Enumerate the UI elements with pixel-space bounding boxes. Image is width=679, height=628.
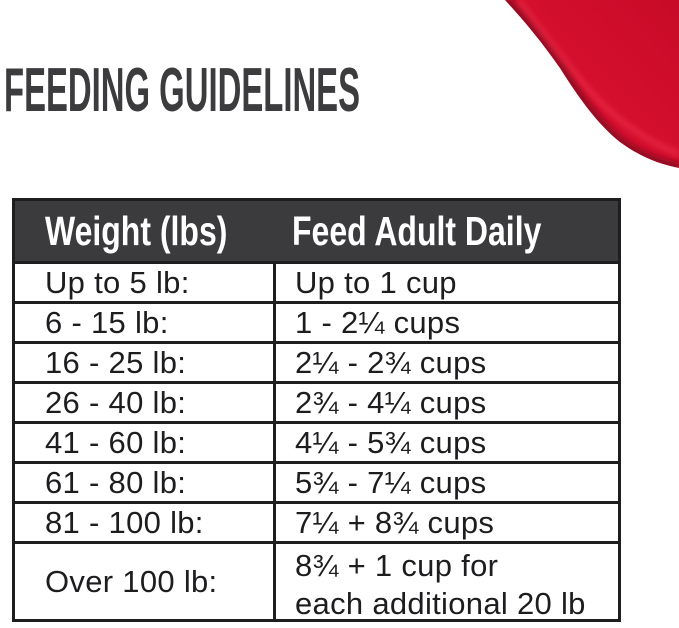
weight-cell: 26 - 40 lb: xyxy=(15,381,273,421)
weight-cell: Up to 5 lb: xyxy=(15,261,273,301)
feed-cell: 7¼ + 8¾ cups xyxy=(273,501,618,541)
feed-cell: 4¼ - 5¾ cups xyxy=(273,421,618,461)
column-header-feed xyxy=(273,201,618,261)
feed-cell: 2¾ - 4¼ cups xyxy=(273,381,618,421)
feed-cell-line1: 8¾ + 1 cup for xyxy=(295,548,499,583)
weight-cell: 6 - 15 lb: xyxy=(15,301,273,341)
feed-cell: Up to 1 cup xyxy=(273,261,618,301)
column-header-feed-label: Feed Adult Daily xyxy=(292,207,542,254)
weight-cell: Over 100 lb: xyxy=(15,541,273,619)
page-title: FEEDING GUIDELINES xyxy=(4,56,361,125)
weight-cell: 41 - 60 lb: xyxy=(15,421,273,461)
feed-cell xyxy=(273,541,618,619)
weight-cell: 61 - 80 lb: xyxy=(15,461,273,501)
feed-cell: 5¾ - 7¼ cups xyxy=(273,461,618,501)
column-header-weight-label: Weight (lbs) xyxy=(45,207,228,254)
column-header-weight xyxy=(15,201,273,261)
feeding-table xyxy=(12,198,621,622)
feed-cell: 1 - 2¼ cups xyxy=(273,301,618,341)
weight-cell: 81 - 100 lb: xyxy=(15,501,273,541)
table-header-row xyxy=(15,201,618,261)
feed-cell-line2: each additional 20 lb xyxy=(295,586,586,619)
weight-cell: 16 - 25 lb: xyxy=(15,341,273,381)
feed-cell: 2¼ - 2¾ cups xyxy=(273,341,618,381)
